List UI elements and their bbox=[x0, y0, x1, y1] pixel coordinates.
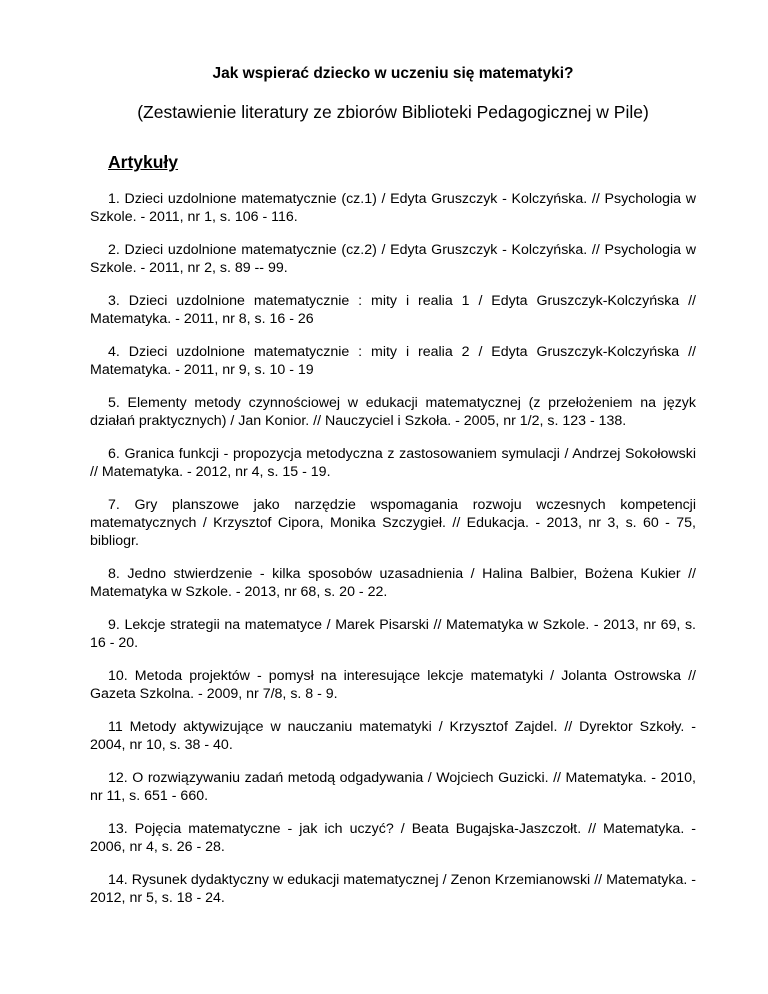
bibliography-entry: 12. O rozwiązywaniu zadań metodą odgadywania / Wojciech Guzicki. // Matematyka. - 2010, nr 11, s. 651 - 660. bbox=[90, 770, 696, 804]
section-heading-articles: Artykuły bbox=[108, 152, 179, 172]
bibliography-entry: 2. Dzieci uzdolnione matematycznie (cz.2) / Edyta Gruszczyk - Kolczyńska. // Psychologia w Szkole. - 2011, nr 2, s. 89 -- 99. bbox=[90, 242, 696, 276]
bibliography-entry: 10. Metoda projektów - pomysł na interesujące lekcje matematyki / Jolanta Ostrowska // Gazeta Szkolna. - 2009, nr 7/8, s. 8 - 9. bbox=[90, 668, 696, 702]
bibliography-entry: 1. Dzieci uzdolnione matematycznie (cz.1) / Edyta Gruszczyk - Kolczyńska. // Psychologia w Szkole. - 2011, nr 1, s. 106 - 116. bbox=[90, 191, 696, 225]
bibliography-list bbox=[90, 190, 696, 907]
bibliography-entry: 6. Granica funkcji - propozycja metodyczna z zastosowaniem symulacji / Andrzej Sokołowski // Matematyka. - 2012, nr 4, s. 15 - 19. bbox=[90, 446, 696, 480]
bibliography-entry: 11 Metody aktywizujące w nauczaniu matematyki / Krzysztof Zajdel. // Dyrektor Szkoły. - 2004, nr 10, s. 38 - 40. bbox=[90, 719, 696, 753]
bibliography-entry: 3. Dzieci uzdolnione matematycznie : mity i realia 1 / Edyta Gruszczyk-Kolczyńska // Matematyka. - 2011, nr 8, s. 16 - 26 bbox=[90, 293, 696, 327]
bibliography-entry: 7. Gry planszowe jako narzędzie wspomagania rozwoju wczesnych kompetencji matematycznych / Krzysztof Cipora, Monika Szczygieł. // Edukacja. - 2013, nr 3, s. 60 - 75, bibliogr. bbox=[90, 497, 696, 549]
bibliography-entry: 14. Rysunek dydaktyczny w edukacji matematycznej / Zenon Krzemianowski // Matematyka. - 2012, nr 5, s. 18 - 24. bbox=[90, 872, 696, 906]
document-subtitle: (Zestawienie literatury ze zbiorów Biblioteki Pedagogicznej w Pile) bbox=[137, 102, 649, 122]
bibliography-entry: 9. Lekcje strategii na matematyce / Marek Pisarski // Matematyka w Szkole. - 2013, nr 69, s. 16 - 20. bbox=[90, 617, 696, 651]
bibliography-entry: 8. Jedno stwierdzenie - kilka sposobów uzasadnienia / Halina Balbier, Bożena Kukier // Matematyka w Szkole. - 2013, nr 68, s. 20 - 22. bbox=[90, 566, 696, 600]
bibliography-entry: 4. Dzieci uzdolnione matematycznie : mity i realia 2 / Edyta Gruszczyk-Kolczyńska // Matematyka. - 2011, nr 9, s. 10 - 19 bbox=[90, 344, 696, 378]
bibliography-entry: 5. Elementy metody czynnościowej w edukacji matematycznej (z przełożeniem na język działań praktycznych) / Jan Konior. // Nauczyciel i Szkoła. - 2005, nr 1/2, s. 123 - 138. bbox=[90, 395, 696, 429]
bibliography-entry: 13. Pojęcia matematyczne - jak ich uczyć? / Beata Bugajska-Jaszczołt. // Matematyka. - 2006, nr 4, s. 26 - 28. bbox=[90, 821, 696, 855]
document-title: Jak wspierać dziecko w uczeniu się matematyki? bbox=[212, 65, 574, 82]
